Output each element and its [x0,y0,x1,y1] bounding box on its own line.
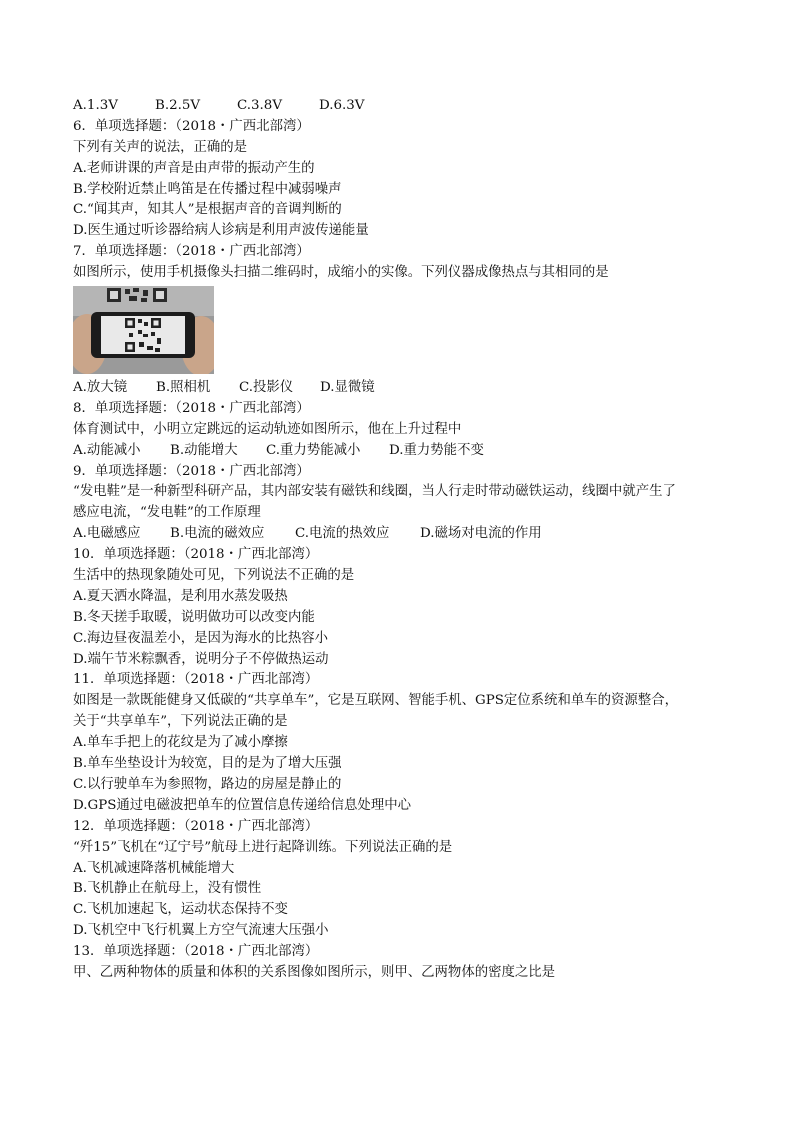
q9-stem-line1: “发电鞋”是一种新型科研产品，其内部安装有磁铁和线圈，当人行走时带动磁铁运动，线圈中就产生了 [73,484,676,500]
q9-options [73,524,733,545]
q7-option-b: B.照相机 [156,380,211,396]
q9-option-d: D.磁场对电流的作用 [420,526,542,542]
q11-header: 11．单项选择题：（2018・广西北部湾） [73,672,319,688]
q6-option-d: D.医生通过听诊器给病人诊病是利用声波传递能量 [73,223,369,239]
q11-option-a: A.单车手把上的花纹是为了减小摩擦 [73,735,288,751]
q11-option-d: D.GPS通过电磁波把单车的位置信息传递给信息处理中心 [73,797,411,813]
q8-options [73,441,733,462]
q9-header: 9．单项选择题：（2018・广西北部湾） [73,463,310,479]
q5-option-d: D.6.3V [319,98,365,113]
q8-option-b: B.动能增大 [170,442,238,458]
q11-option-c: C.以行驶单车为参照物，路边的房屋是静止的 [73,776,342,792]
q6-option-b: B.学校附近禁止鸣笛是在传播过程中减弱噪声 [73,181,342,197]
q12-stem: “歼15”飞机在“辽宁号”航母上进行起降训练。下列说法正确的是 [73,839,453,855]
q11-stem-line1: 如图是一款既能健身又低碳的“共享单车”，它是互联网、智能手机、GPS定位系统和单车的资源整合， [73,693,678,709]
q7-stem: 如图所示，使用手机摄像头扫描二维码时，成缩小的实像。下列仪器成像热点与其相同的是 [73,265,609,281]
q10-header: 10．单项选择题：（2018・广西北部湾） [73,547,319,563]
q10-stem: 生活中的热现象随处可见，下列说法不正确的是 [73,568,355,584]
exam-page [73,96,733,984]
q11-option-b: B.单车坐垫设计为较宽，目的是为了增大压强 [73,756,342,772]
q5-option-a: A.1.3V [73,98,118,113]
q8-option-d: D.重力势能不变 [389,442,484,458]
q6-stem: 下列有关声的说法，正确的是 [73,139,248,155]
q9-option-c: C.电流的热效应 [295,526,390,542]
q10-option-b: B.冬天搓手取暖，说明做功可以改变内能 [73,609,315,625]
q12-option-a: A.飞机减速降落机械能增大 [73,860,235,876]
q8-header: 8．单项选择题：（2018・广西北部湾） [73,400,310,416]
q11-stem-line2: 关于“共享单车”，下列说法正确的是 [73,714,288,730]
q12-header: 12．单项选择题：（2018・广西北部湾） [73,818,319,834]
q5-option-b: B.2.5V [155,98,201,113]
q10-option-d: D.端午节米粽飘香，说明分子不停做热运动 [73,651,329,667]
q9-option-a: A.电磁感应 [73,526,141,542]
q13-stem: 甲、乙两种物体的质量和体积的关系图像如图所示，则甲、乙两物体的密度之比是 [73,964,556,980]
q10-option-a: A.夏天洒水降温，是利用水蒸发吸热 [73,588,288,604]
q12-option-c: C.飞机加速起飞，运动状态保持不变 [73,902,288,918]
q12-option-b: B.飞机静止在航母上，没有惯性 [73,881,262,897]
q6-option-c: C.“闻其声，知其人”是根据声音的音调判断的 [73,202,342,218]
q6-option-a: A.老师讲课的声音是由声带的振动产生的 [73,160,315,176]
q8-option-a: A.动能减小 [73,442,141,458]
q8-option-c: C.重力势能减小 [266,442,361,458]
q9-stem-line2: 感应电流，“发电鞋”的工作原理 [73,505,261,521]
q7-option-a: A.放大镜 [73,380,128,396]
q6-header: 6．单项选择题：（2018・广西北部湾） [73,118,310,134]
q13-header: 13．单项选择题：（2018・广西北部湾） [73,944,319,960]
q12-option-d: D.飞机空中飞行机翼上方空气流速大压强小 [73,923,329,939]
q9-option-b: B.电流的磁效应 [170,526,265,542]
q8-stem: 体育测试中，小明立定跳远的运动轨迹如图所示，他在上升过程中 [73,421,462,437]
qr-phone-illustration [73,286,214,374]
q5-option-c: C.3.8V [237,98,282,113]
q5-options [73,96,733,117]
q7-header: 7．单项选择题：（2018・广西北部湾） [73,244,310,260]
phone-scanning-qr-code-photo [73,286,214,374]
q7-option-d: D.显微镜 [320,380,375,396]
q10-option-c: C.海边昼夜温差小，是因为海水的比热容小 [73,630,329,646]
q7-option-c: C.投影仪 [239,380,294,396]
q7-options [73,378,733,399]
